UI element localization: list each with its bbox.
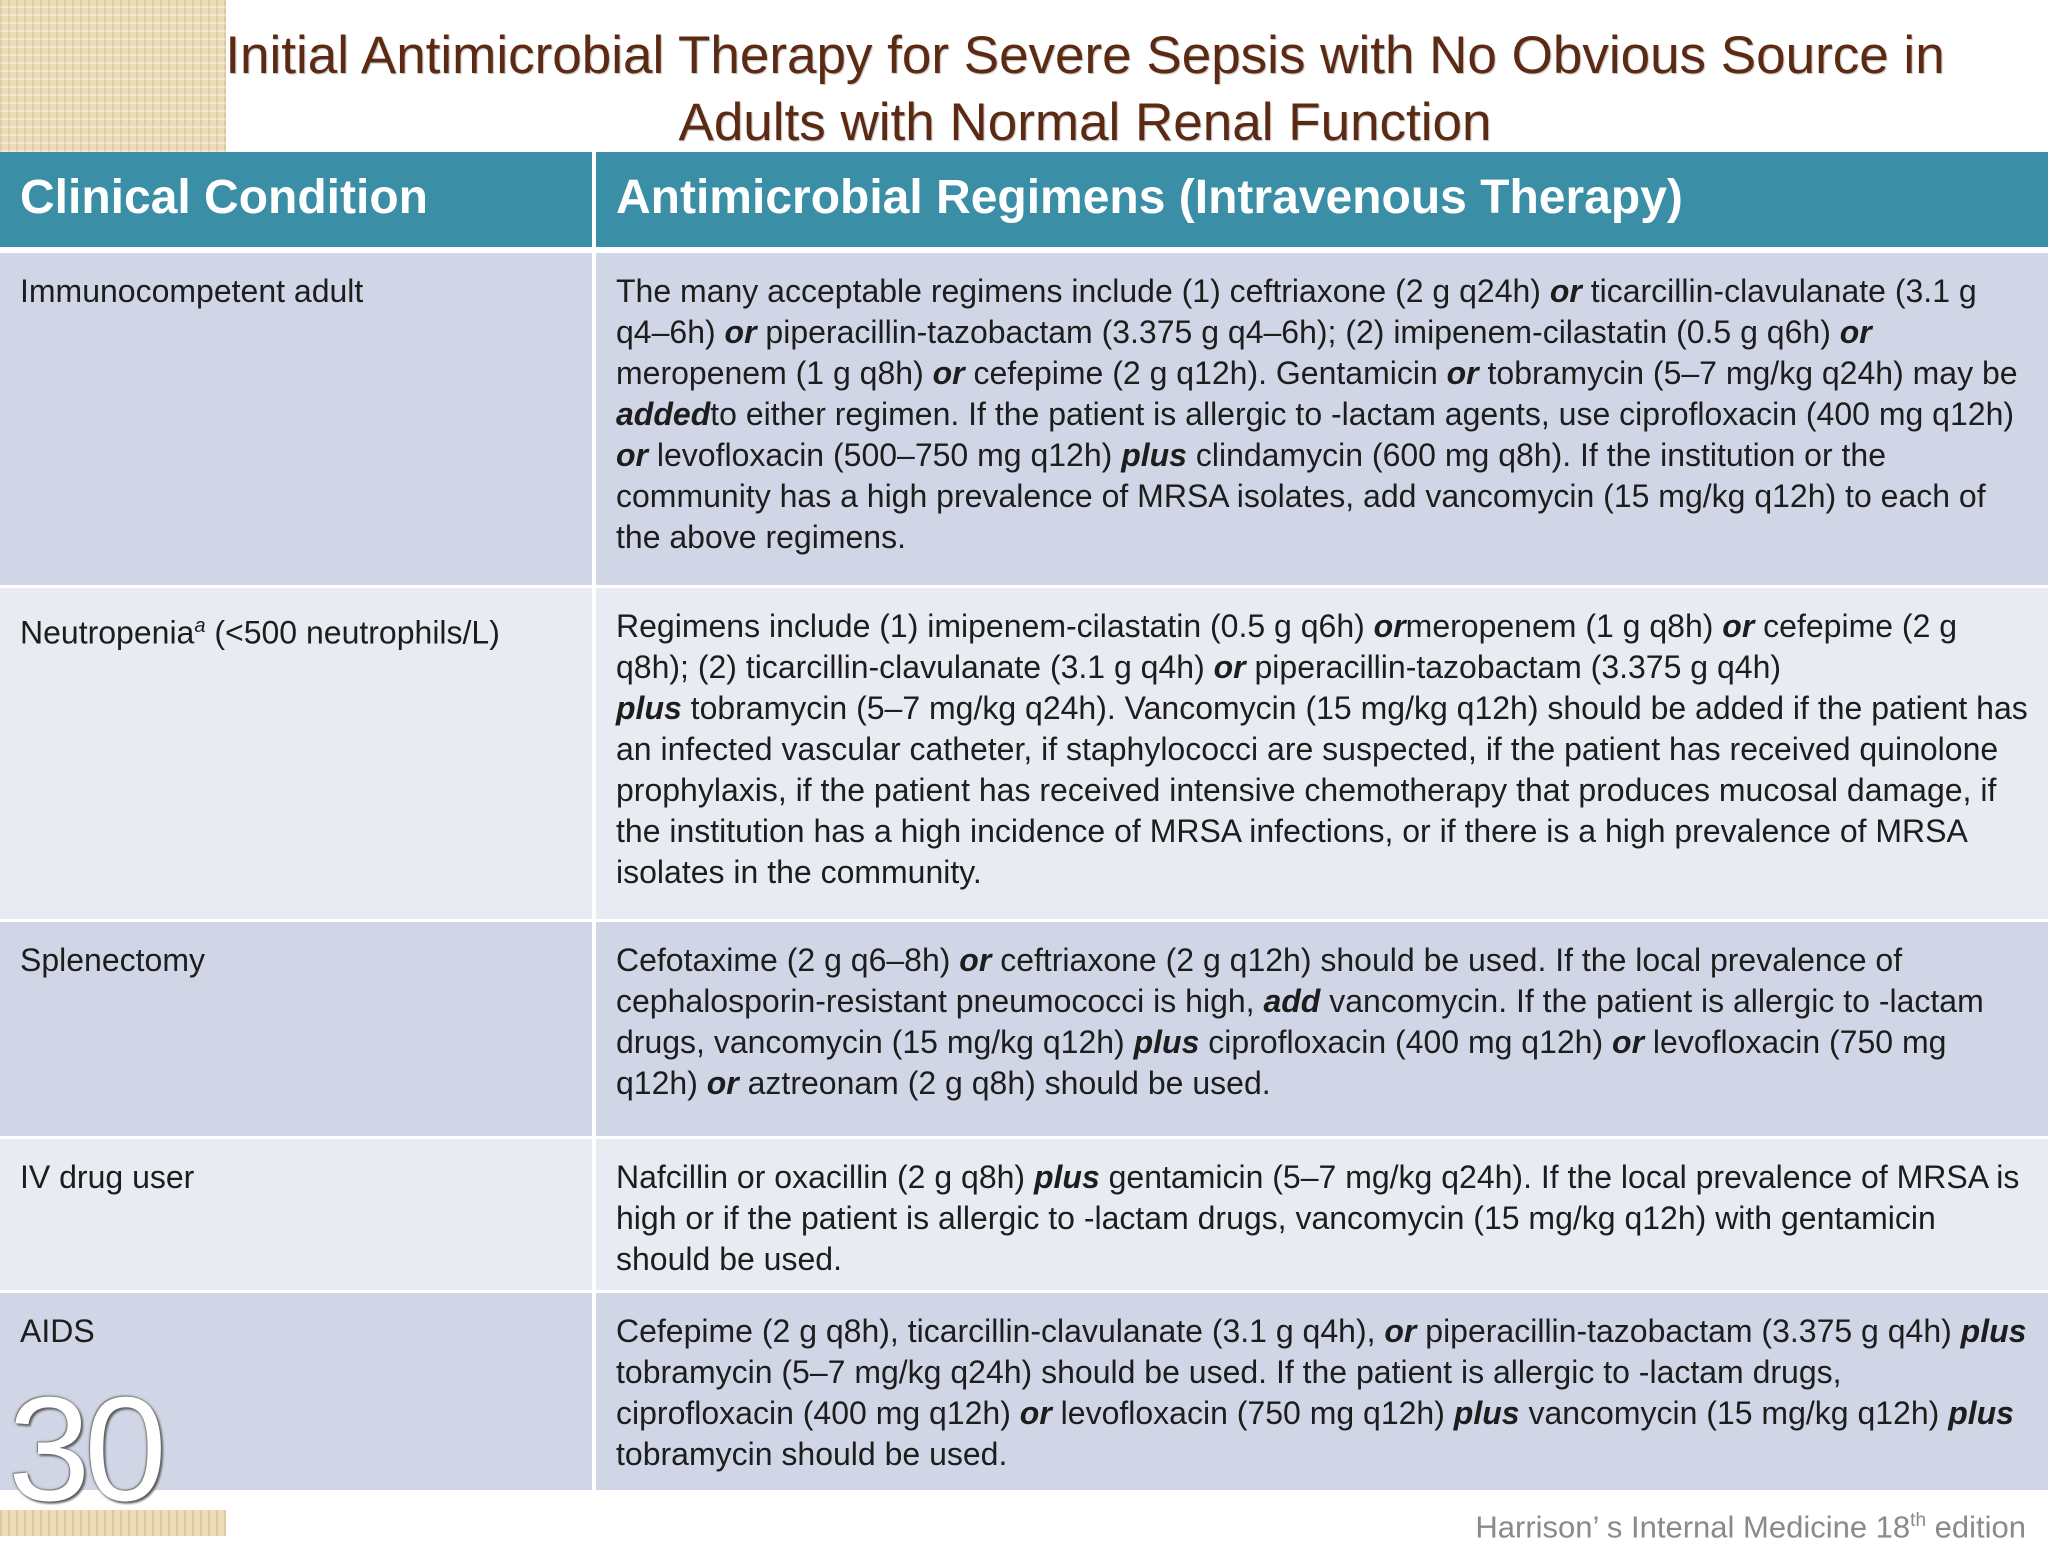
regimen-text: piperacillin-tazobactam (3.375 g q4h)	[1245, 648, 1782, 685]
regimen-keyword: or	[1722, 607, 1755, 644]
regimen-keyword: or	[932, 355, 965, 391]
regimen-cell	[594, 250, 2048, 586]
regimen-text: cefepime (2 g q8h); (2) ticarcillin-clavulanate (3.1 g q4h)	[616, 607, 1958, 685]
regimen-keyword: plus	[1121, 437, 1187, 473]
regimen-text: Cefepime (2 g q8h), ticarcillin-clavulanate (3.1 g q4h),	[616, 1312, 1385, 1349]
slide-title	[150, 22, 2020, 156]
regimen-text: ciprofloxacin (400 mg q12h)	[1199, 1023, 1613, 1060]
regimen-text: Regimens include (1) imipenem-cilastatin (0.5 g q6h)	[616, 607, 1374, 644]
regimen-text: clindamycin (600 mg q8h). If the institution or the community has a high prevalence of MRSA isolates, add vancomycin (15 mg/kg q12h) to each of the above regimens.	[616, 437, 1986, 555]
regimen-keyword: plus	[1033, 1158, 1100, 1195]
condition-cell: Immunocompetent adult	[0, 250, 594, 586]
regimen-table	[0, 152, 2048, 1493]
regimen-text: tobramycin (5–7 mg/kg q24h) may be	[1478, 355, 2018, 391]
regimen-keyword: or	[1839, 314, 1872, 350]
source-sup: th	[1910, 1510, 1927, 1531]
regimen-cell	[594, 1291, 2048, 1491]
regimen-text: piperacillin-tazobactam (3.375 g q4h)	[1416, 1312, 1961, 1349]
regimen-text: to either regimen. If the patient is allergic to -lactam agents, use ciprofloxacin (400 mg q12h)	[710, 396, 2015, 432]
regimen-keyword: plus	[616, 689, 682, 726]
regimen-keyword: plus	[1948, 1394, 2014, 1431]
regimen-text: Nafcillin or oxacillin (2 g q8h)	[616, 1158, 1034, 1195]
regimen-text: ceftriaxone (2 g q12h) should be used. If the local prevalence of cephalosporin-resistant pneumococci is high,	[616, 941, 1903, 1019]
regimen-text: levofloxacin (500–750 mg q12h)	[648, 437, 1122, 473]
regimen-text: gentamicin (5–7 mg/kg q24h). If the local prevalence of MRSA is high or if the patient is allergic to -lactam drugs, vancomycin (15 mg/kg q12h) with gentamicin should be used.	[616, 1158, 2020, 1277]
regimen-text: meropenem (1 g q8h)	[1405, 607, 1723, 644]
regimen-keyword: or	[706, 1064, 739, 1101]
regimen-text: meropenem (1 g q8h)	[616, 355, 933, 391]
slide-title-line-2: Adults with Normal Renal Function	[678, 93, 1492, 152]
regimen-text: piperacillin-tazobactam (3.375 g q4–6h); (2) imipenem-cilastatin (0.5 g q6h)	[756, 314, 1840, 350]
regimen-text: The many acceptable regimens include (1) ceftriaxone (2 g q24h)	[616, 273, 1550, 309]
header-antimicrobial-regimens: Antimicrobial Regimens (Intravenous Therapy)	[594, 152, 2048, 250]
regimen-text: vancomycin. If the patient is allergic to -lactam drugs, vancomycin (15 mg/kg q12h)	[616, 982, 1984, 1060]
regimen-keyword: or	[1549, 273, 1582, 309]
regimen-keyword: plus	[1453, 1394, 1520, 1431]
header-clinical-condition: Clinical Condition	[0, 152, 594, 250]
condition-detail: (<500 neutrophils/L)	[205, 614, 500, 651]
condition-cell: AIDS	[0, 1291, 594, 1491]
regimen-keyword: or	[1213, 648, 1246, 685]
regimen-cell	[594, 1137, 2048, 1291]
regimen-keyword: or	[1373, 607, 1406, 644]
source-text: Harrison’ s Internal Medicine 18	[1475, 1509, 1911, 1545]
regimen-keyword: or	[616, 437, 648, 473]
regimen-keyword: plus	[1960, 1312, 2027, 1349]
regimen-text: cefepime (2 g q12h). Gentamicin	[964, 355, 1447, 391]
regimen-cell	[594, 920, 2048, 1137]
regimen-keyword: or	[1019, 1394, 1052, 1431]
regimen-text: levofloxacin (750 mg q12h)	[1051, 1394, 1454, 1431]
regimen-text: aztreonam (2 g q8h) should be used.	[738, 1064, 1271, 1101]
table-header-row	[0, 152, 2048, 250]
regimen-text: Cefotaxime (2 g q6–8h)	[616, 941, 960, 978]
table-row	[0, 250, 2048, 586]
slide-number: 30	[8, 1367, 161, 1532]
regimen-text: tobramycin should be used.	[616, 1435, 1008, 1472]
regimen-keyword: or	[1446, 355, 1479, 391]
regimen-text: vancomycin (15 mg/kg q12h)	[1519, 1394, 1949, 1431]
regimen-keyword: or	[724, 314, 757, 350]
regimen-text: tobramycin (5–7 mg/kg q24h). Vancomycin (15 mg/kg q12h) should be added if the patient has an infected vascular catheter, if staphylococci are suspected, if the patient has received quinolone prophylaxis, if the patient has received intensive chemotherapy that produces mucosal damage, if the institution has a high incidence of MRSA infections, or if there is a high prevalence of MRSA isolates in the community.	[616, 689, 2028, 890]
regimen-text: tobramycin (5–7 mg/kg q24h) should be used. If the patient is allergic to -lactam drugs, ciprofloxacin (400 mg q12h)	[616, 1353, 1842, 1431]
table-row	[0, 920, 2048, 1137]
table-row	[0, 1291, 2048, 1491]
regimen-keyword: or	[1612, 1023, 1645, 1060]
slide-title-line-1: Initial Antimicrobial Therapy for Severe Sepsis with No Obvious Source in	[225, 26, 1945, 85]
condition-cell	[0, 586, 594, 920]
regimen-keyword: or	[1384, 1312, 1417, 1349]
regimen-text: levofloxacin (750 mg q12h)	[616, 1023, 1947, 1101]
regimen-keyword: or	[959, 941, 992, 978]
regimen-text: ticarcillin-clavulanate (3.1 g q4–6h)	[616, 273, 1977, 350]
regimen-keyword: added	[616, 396, 711, 432]
condition-cell: Splenectomy	[0, 920, 594, 1137]
condition-text: Neutropenia	[20, 614, 195, 651]
footnote-marker: a	[194, 614, 206, 637]
regimen-cell	[594, 586, 2048, 920]
table-row	[0, 586, 2048, 920]
source-credit	[1475, 1503, 2026, 1545]
regimen-keyword: add	[1263, 982, 1321, 1019]
source-suffix: edition	[1926, 1509, 2026, 1545]
regimen-keyword: plus	[1133, 1023, 1200, 1060]
table-row	[0, 1137, 2048, 1291]
condition-cell: IV drug user	[0, 1137, 594, 1291]
